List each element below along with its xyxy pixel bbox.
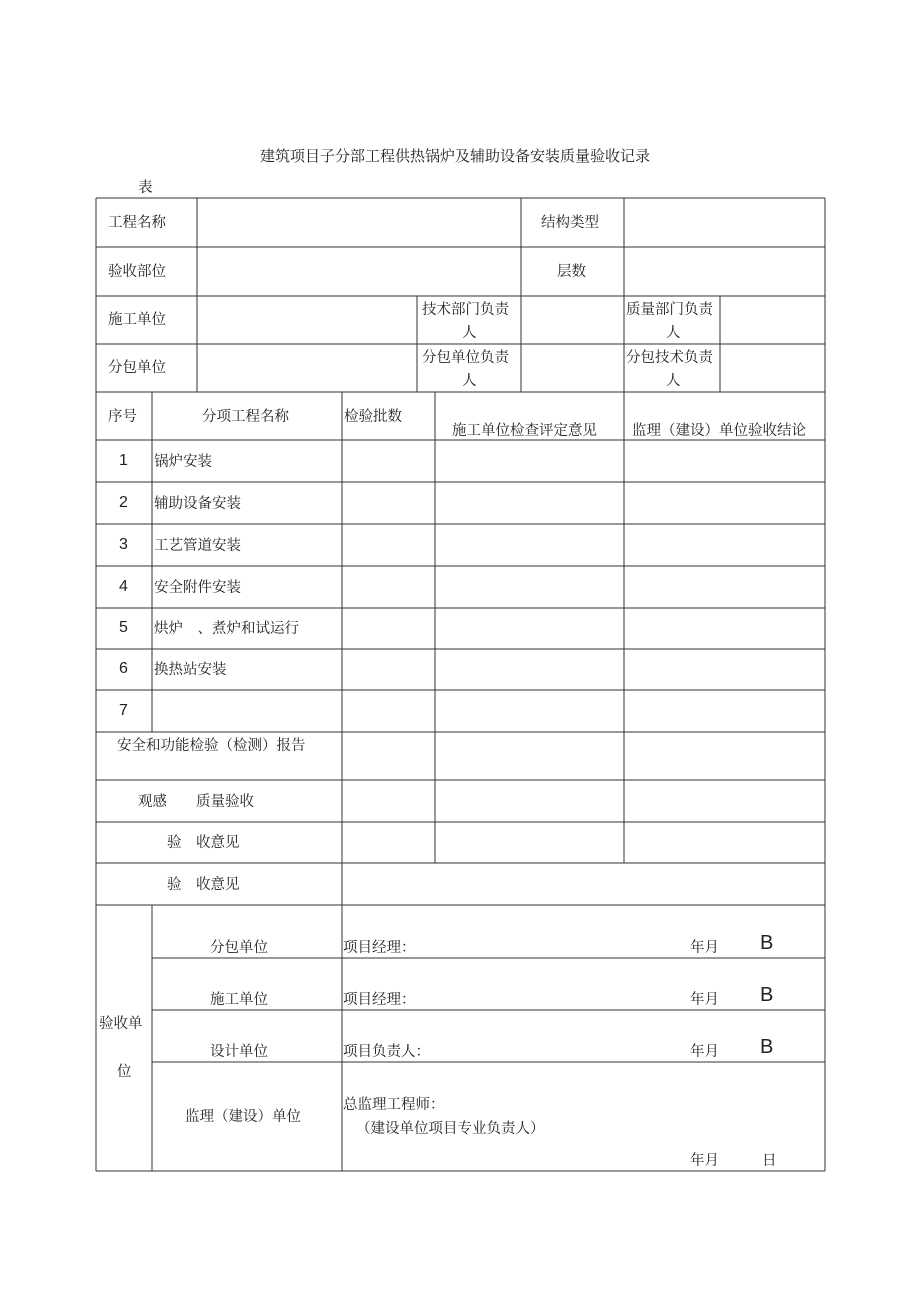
item-name: 烘炉 、煮炉和试运行	[154, 621, 299, 637]
item-number: 6	[119, 660, 128, 677]
safety-report-label: 安全和功能检验（检测）报告	[117, 738, 306, 754]
project-name-label: 工程名称	[108, 215, 166, 231]
appearance-quality-label: 观感 质量验收	[138, 794, 254, 810]
item-name: 锅炉安装	[154, 454, 212, 470]
supervision-day: 日	[762, 1153, 777, 1169]
item-number: 2	[119, 494, 128, 511]
item-name: 工艺管道安装	[154, 538, 241, 554]
column-batch-count: 检验批数	[344, 409, 402, 425]
acceptance-mark: B	[760, 984, 774, 1006]
construction-unit-label: 施工单位	[108, 312, 166, 328]
subcontract-tech-head-label-line2: 人	[666, 373, 681, 389]
floors-label: 层数	[557, 264, 586, 280]
quality-dept-head-label-line1: 质量部门负责	[626, 302, 713, 318]
supervision-date: 年月	[690, 1153, 719, 1169]
item-name: 辅助设备安装	[154, 496, 241, 512]
item-name: 换热站安装	[154, 662, 227, 678]
table-number-label: 表	[138, 180, 153, 196]
acceptance-opinion-label: 验 收意见	[167, 877, 240, 893]
acceptance-person: 项目经理：	[343, 940, 416, 956]
acceptance-group-label-line2: 位	[117, 1064, 132, 1080]
tech-dept-head-label-line1: 技术部门负责	[422, 302, 509, 318]
acceptance-opinion-label: 验 收意见	[167, 835, 240, 851]
acceptance-person: 项目经理：	[343, 992, 416, 1008]
item-number: 3	[119, 536, 128, 553]
acceptance-part-label: 验收部位	[108, 264, 166, 280]
item-number: 5	[119, 619, 128, 636]
subcontract-unit-head-label-line2: 人	[462, 373, 477, 389]
acceptance-group-label-line1: 验收单	[99, 1016, 143, 1032]
column-index: 序号	[108, 409, 137, 425]
subcontract-unit-head-label-line1: 分包单位负责	[422, 350, 509, 366]
column-item-name: 分项工程名称	[202, 409, 289, 425]
supervision-person: 总监理工程师：	[343, 1097, 445, 1113]
tech-dept-head-label-line2: 人	[462, 325, 477, 341]
column-supervision-conclusion: 监理（建设）单位验收结论	[632, 423, 806, 439]
acceptance-unit: 分包单位	[210, 940, 268, 956]
item-number: 1	[119, 452, 128, 469]
item-number: 7	[119, 702, 128, 719]
acceptance-mark: B	[760, 932, 774, 954]
page-title: 建筑项目子分部工程供热锅炉及辅助设备安装质量验收记录	[260, 147, 651, 165]
acceptance-unit: 设计单位	[210, 1044, 268, 1060]
structure-type-label: 结构类型	[541, 215, 599, 231]
acceptance-person: 项目负责人：	[343, 1044, 430, 1060]
column-construction-opinion: 施工单位检查评定意见	[452, 423, 597, 439]
acceptance-date: 年月	[690, 1044, 719, 1060]
quality-dept-head-label-line2: 人	[666, 325, 681, 341]
subcontract-unit-label: 分包单位	[108, 360, 166, 376]
supervision-note: （建设单位项目专业负责人）	[356, 1121, 545, 1137]
acceptance-date: 年月	[690, 992, 719, 1008]
item-name: 安全附件安装	[154, 580, 241, 596]
supervision-unit: 监理（建设）单位	[185, 1109, 301, 1125]
acceptance-date: 年月	[690, 940, 719, 956]
subcontract-tech-head-label-line1: 分包技术负责	[626, 350, 713, 366]
acceptance-mark: B	[760, 1036, 774, 1058]
item-number: 4	[119, 578, 128, 595]
acceptance-unit: 施工单位	[210, 992, 268, 1008]
